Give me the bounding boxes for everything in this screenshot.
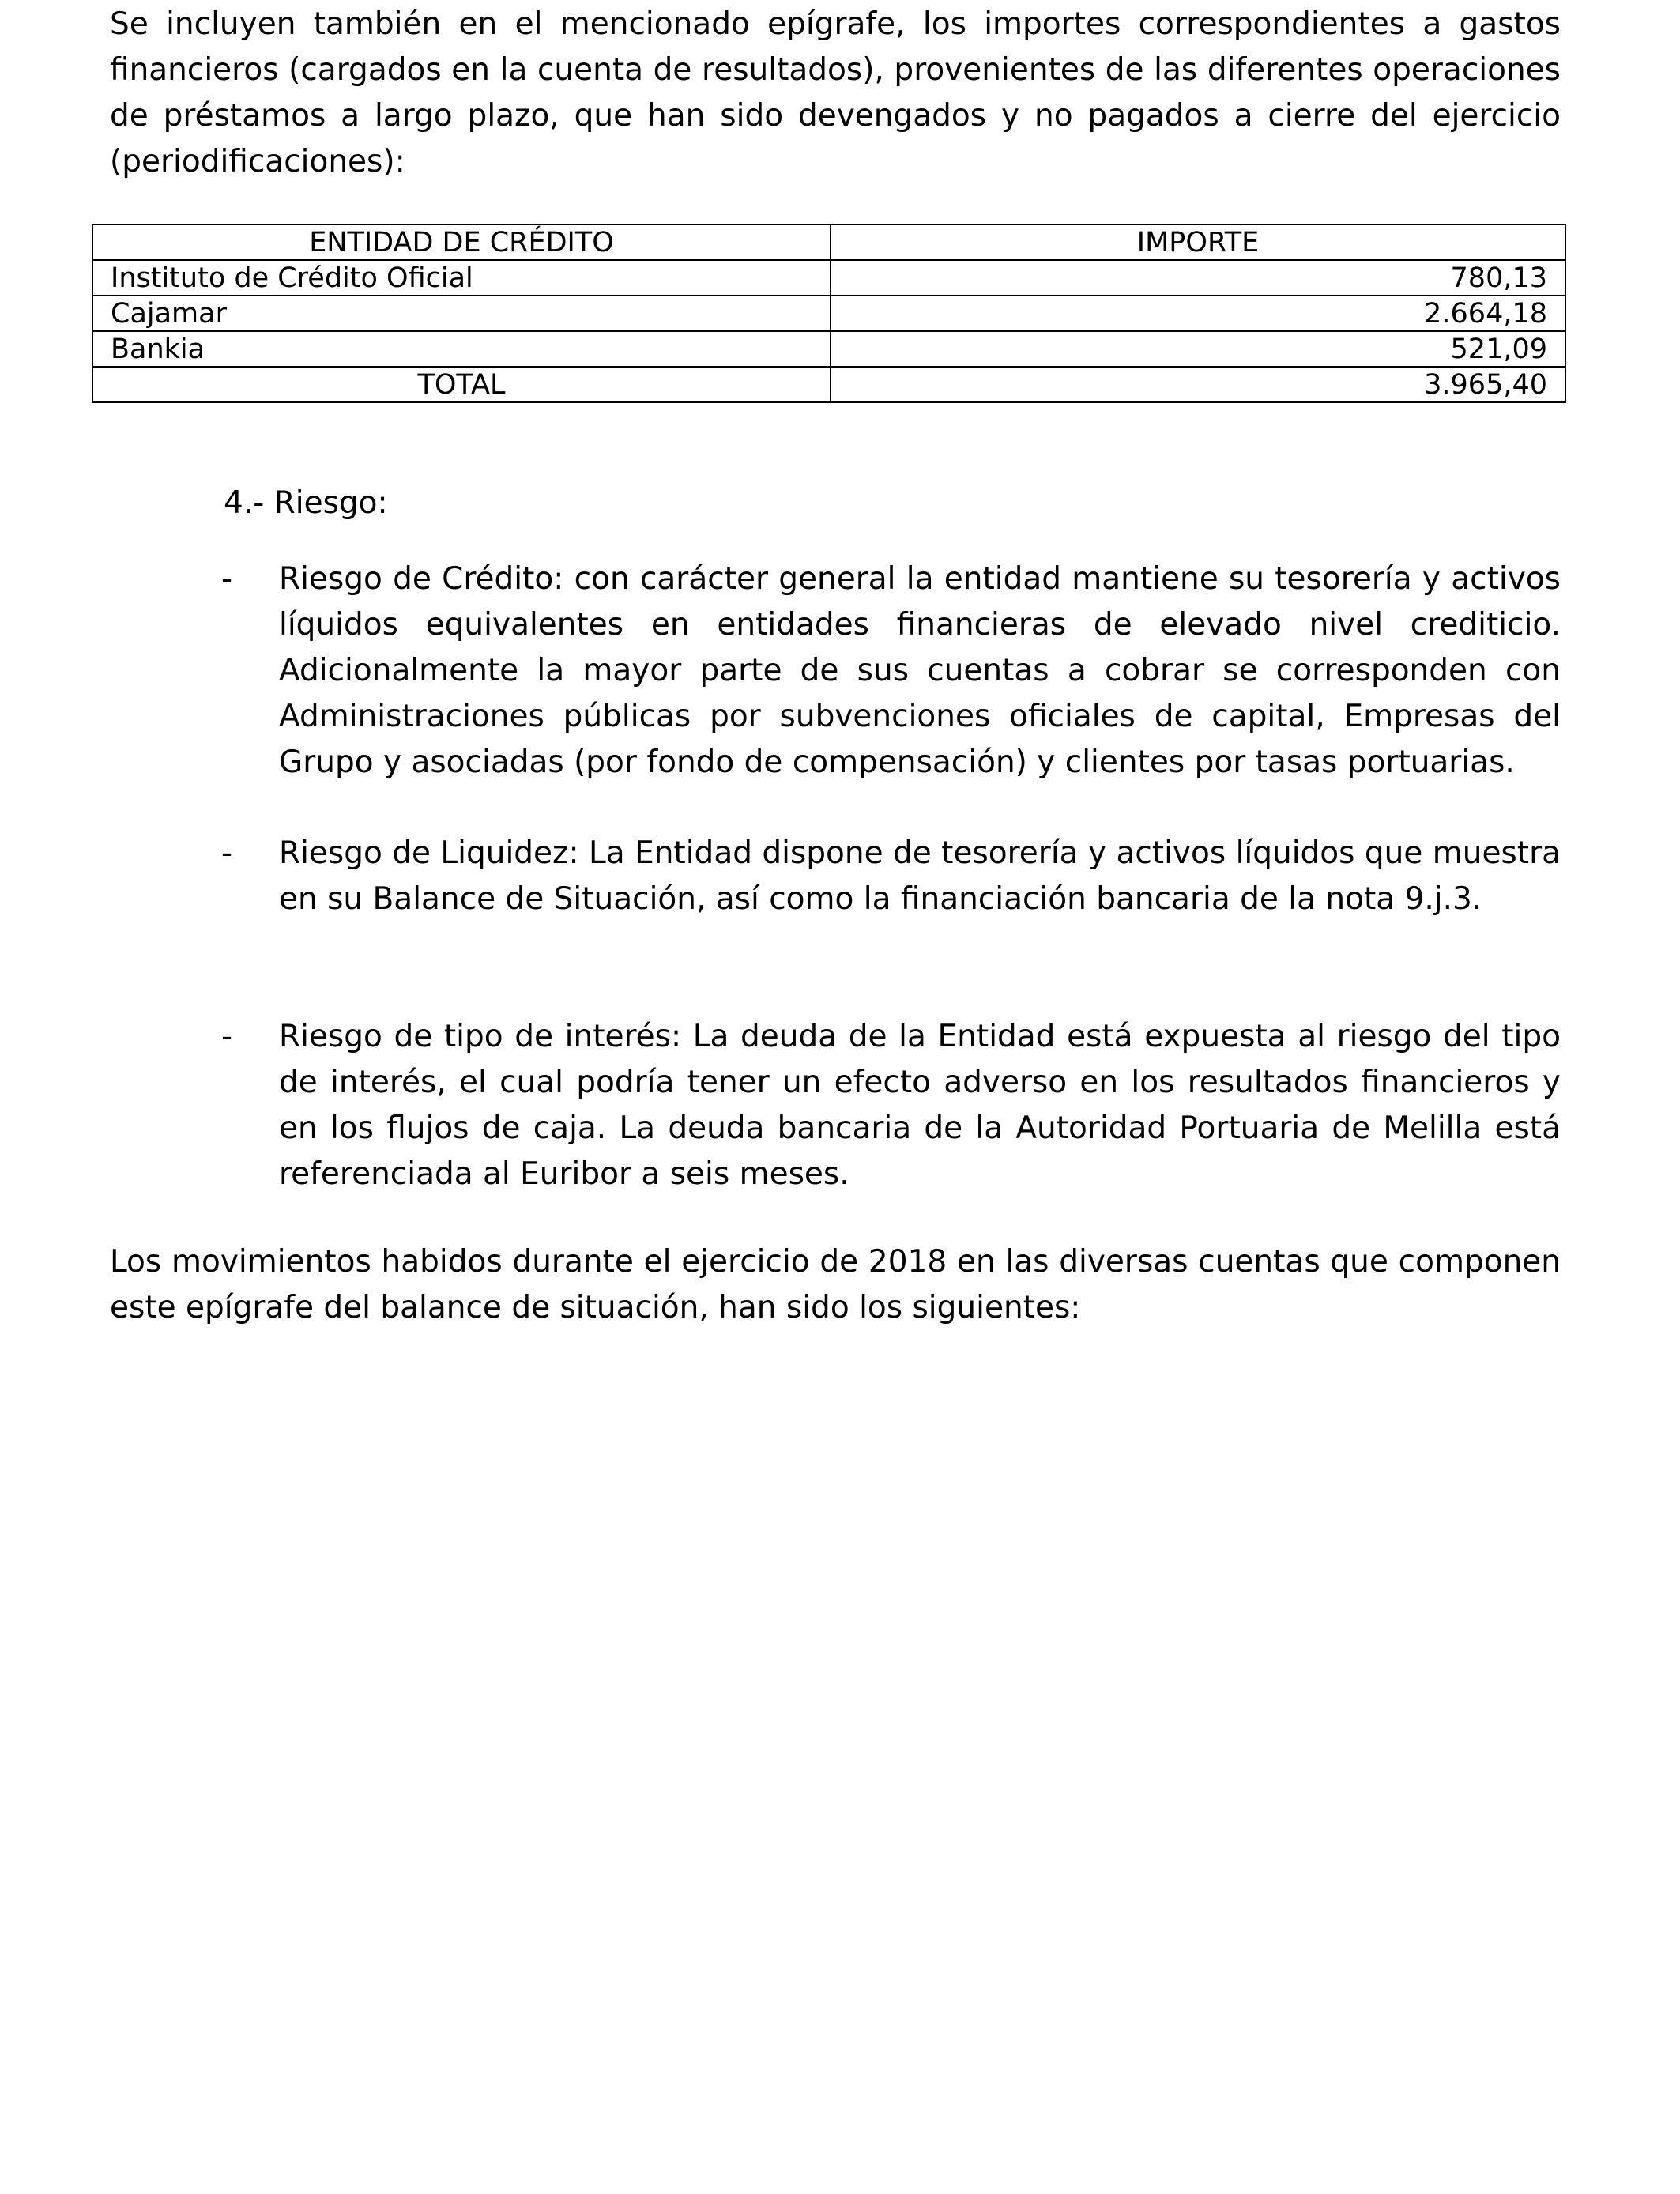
total-amount: 3.965,40 [831, 367, 1565, 402]
bullet-credit-risk [221, 556, 1561, 786]
table-total-row [92, 367, 1565, 402]
financial-expenses-table [92, 224, 1566, 403]
total-label: TOTAL [92, 367, 831, 402]
bullet-text: Riesgo de Liquidez: La Entidad dispone de tesorería y activos líquidos que muestra en su Balance de Situación, así como la financiación bancaria de la nota 9.j.3. [279, 835, 1561, 917]
table-row [92, 331, 1565, 367]
header-amount: IMPORTE [831, 224, 1565, 260]
table-header-row [92, 224, 1565, 260]
amount-cell: 2.664,18 [831, 296, 1565, 331]
closing-paragraph: Los movimientos habidos durante el ejercicio de 2018 en las diversas cuentas que componen este epígrafe del balance de situación, han sido los siguientes: [110, 1244, 1561, 1325]
table-row [92, 260, 1565, 296]
bullet-text: Riesgo de tipo de interés: La deuda de la Entidad está expuesta al riesgo del tipo de interés, el cual podría tener un efecto adverso en los resultados financieros y en los flujos de caja. La deuda bancaria de la Autoridad Portuaria de Melilla está referenciada al Euribor a seis meses. [279, 1019, 1561, 1192]
section-title: 4.- Riesgo: [224, 485, 388, 521]
bullet-liquidity-risk [221, 831, 1561, 922]
amount-cell: 780,13 [831, 260, 1565, 296]
header-entity: ENTIDAD DE CRÉDITO [92, 224, 831, 260]
amount-cell: 521,09 [831, 331, 1565, 367]
bullet-marker: - [221, 561, 233, 597]
table-row [92, 296, 1565, 331]
bullet-marker: - [221, 835, 233, 871]
entity-cell: Bankia [92, 331, 831, 367]
bullet-marker: - [221, 1019, 233, 1054]
intro-paragraph: Se incluyen también en el mencionado epígrafe, los importes correspondientes a gastos financieros (cargados en la cuenta de resultados), provenientes de las diferentes operaciones de préstamos a largo plazo, que han sido devengados y no pagados a cierre del ejercicio (periodificaciones): [110, 6, 1561, 179]
bullet-interest-rate-risk [221, 1014, 1561, 1197]
bullet-text: Riesgo de Crédito: con carácter general la entidad mantiene su tesorería y activos líquidos equivalentes en entidades financieras de elevado nivel crediticio. Adicionalmente la mayor parte de sus cuentas a cobrar se corresponden con Administraciones públicas por subvenciones oficiales de capital, Empresas del Grupo y asociadas (por fondo de compensación) y clientes por tasas portuarias. [279, 561, 1561, 780]
entity-cell: Cajamar [92, 296, 831, 331]
entity-cell: Instituto de Crédito Oficial [92, 260, 831, 296]
